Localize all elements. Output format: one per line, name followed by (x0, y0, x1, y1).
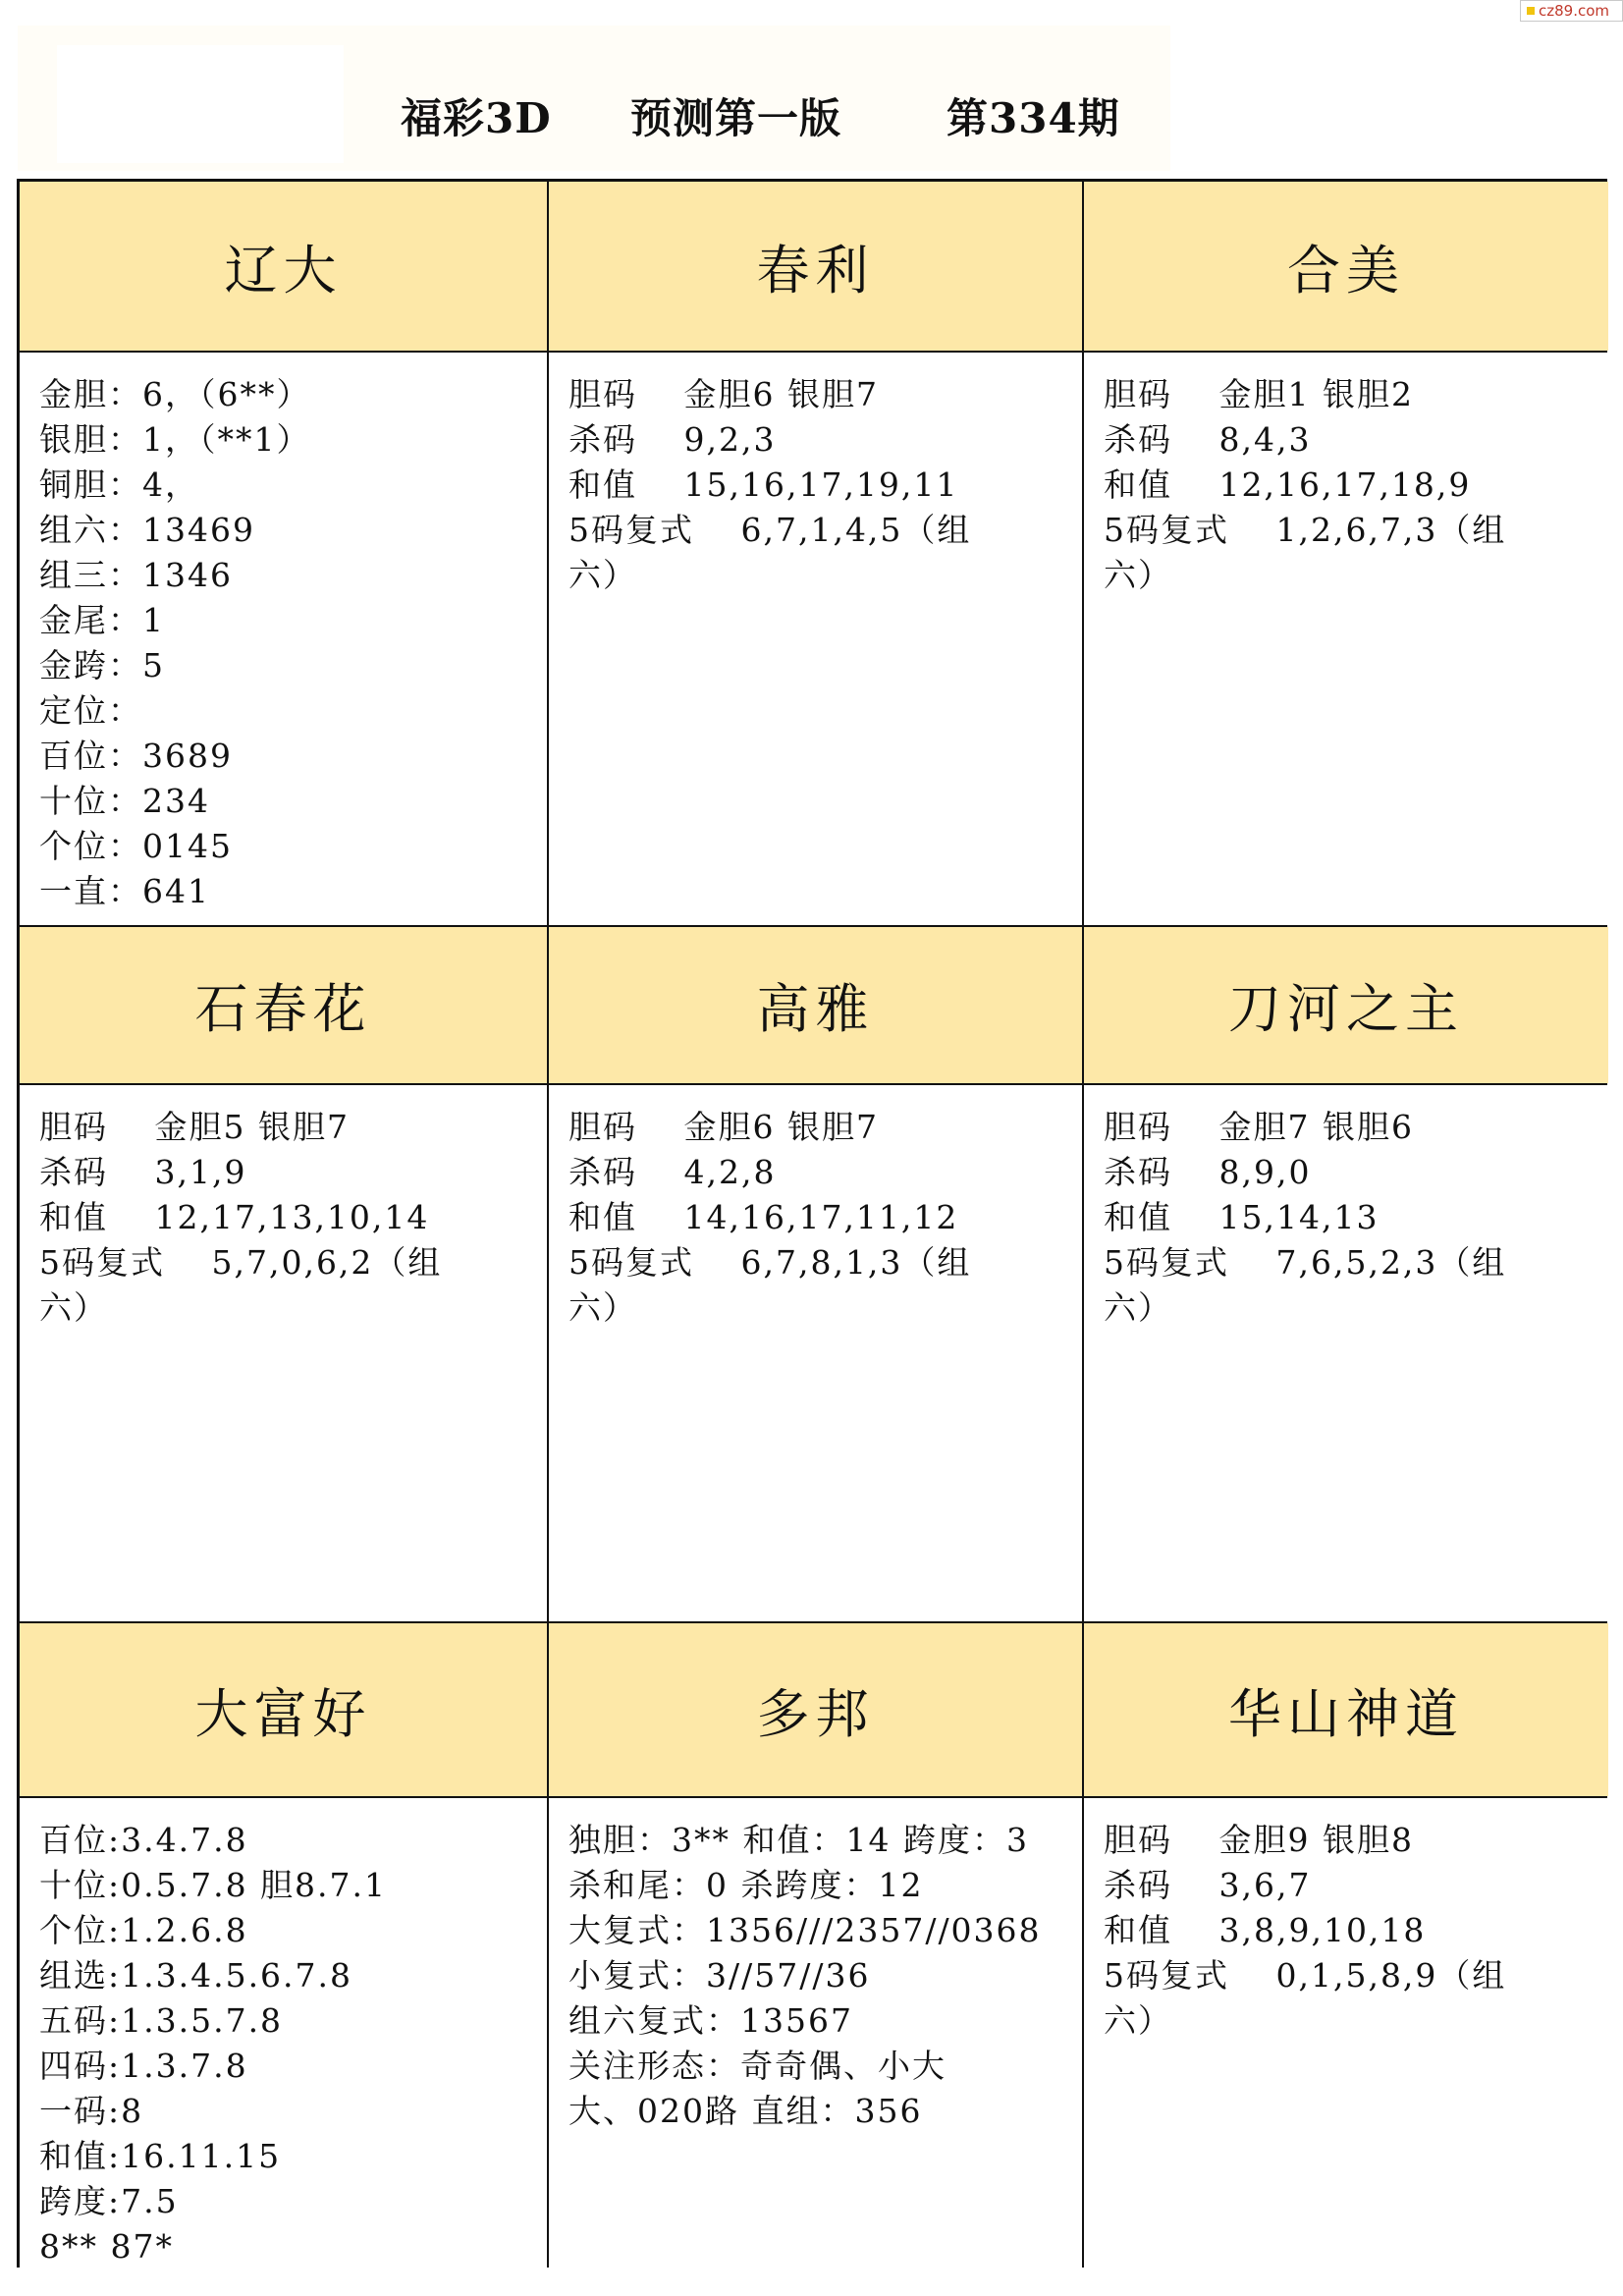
prediction-line: 和值 15,14,13 (1104, 1198, 1380, 1236)
prediction-line: 大、020路 直组：356 (568, 2092, 923, 2130)
prediction-line: 金胆：6，（6**） (39, 375, 311, 413)
expert-prediction (549, 353, 1082, 925)
prediction-line: 一直：641 (39, 872, 210, 910)
prediction-line: 杀和尾：0 杀跨度：12 (568, 1866, 924, 1904)
expert-prediction (549, 1085, 1082, 1621)
prediction-line: 六） (568, 1288, 637, 1327)
expert-name: 高雅 (549, 927, 1082, 1083)
expert-name: 辽大 (20, 182, 547, 351)
prediction-line: 胆码 金胆9 银胆8 (1104, 1821, 1414, 1859)
prediction-line: 杀码 4,2,8 (568, 1153, 777, 1191)
prediction-line: 杀码 3,6,7 (1104, 1866, 1312, 1904)
prediction-line: 十位:0.5.7.8 胆8.7.1 (39, 1866, 388, 1904)
prediction-line: 四码:1.3.7.8 (39, 2047, 248, 2085)
expert-prediction (1084, 1085, 1608, 1621)
issue-title: 第334期 (947, 94, 1120, 142)
prediction-line: 定位： (39, 691, 142, 730)
prediction-line: 六） (1104, 556, 1172, 594)
expert-prediction (20, 353, 547, 925)
watermark-text: cz89.com (1539, 2, 1610, 20)
prediction-line: 百位：3689 (39, 737, 233, 775)
header-blank-left (57, 45, 344, 163)
edition-title: 预测第一版 (630, 94, 842, 142)
expert-name: 大富好 (20, 1623, 547, 1796)
prediction-line: 一码:8 (39, 2092, 144, 2130)
prediction-line: 十位：234 (39, 782, 210, 820)
prediction-line: 8** 87* (39, 2227, 174, 2266)
prediction-line: 六） (1104, 1288, 1172, 1327)
prediction-line: 胆码 金胆7 银胆6 (1104, 1108, 1414, 1146)
prediction-line: 5码复式 0,1,5,8,9（组 (1104, 1956, 1507, 1995)
prediction-line: 百位:3.4.7.8 (39, 1821, 248, 1859)
site-watermark (1520, 0, 1623, 22)
prediction-line: 胆码 金胆5 银胆7 (39, 1108, 350, 1146)
prediction-line: 杀码 8,4,3 (1104, 420, 1312, 459)
expert-name: 多邦 (549, 1623, 1082, 1796)
expert-name: 华山神道 (1084, 1623, 1608, 1796)
prediction-line: 胆码 金胆6 银胆7 (568, 375, 879, 413)
prediction-line: 银胆：1，（**1） (39, 420, 311, 459)
prediction-line: 大复式：1356///2357//0368 (568, 1911, 1042, 1949)
prediction-line: 组六：13469 (39, 511, 255, 549)
expert-prediction (20, 1798, 547, 2279)
expert-name: 石春花 (20, 927, 547, 1083)
prediction-line: 个位:1.2.6.8 (39, 1911, 248, 1949)
prediction-line: 六） (39, 1288, 108, 1327)
prediction-line: 和值 14,16,17,11,12 (568, 1198, 959, 1236)
prediction-line: 五码:1.3.5.7.8 (39, 2001, 284, 2040)
prediction-line: 组选:1.3.4.5.6.7.8 (39, 1956, 353, 1995)
expert-name: 春利 (549, 182, 1082, 351)
expert-prediction (1084, 1798, 1608, 2279)
prediction-line: 金尾：1 (39, 601, 165, 639)
prediction-line: 和值 12,16,17,18,9 (1104, 465, 1472, 504)
expert-prediction (549, 1798, 1082, 2279)
prediction-line: 5码复式 7,6,5,2,3（组 (1104, 1243, 1507, 1282)
prediction-line: 跨度:7.5 (39, 2182, 179, 2220)
prediction-line: 六） (568, 556, 637, 594)
prediction-line: 独胆：3** 和值：14 跨度：3 (568, 1821, 1029, 1859)
expert-name: 刀河之主 (1084, 927, 1608, 1083)
prediction-line: 和值 3,8,9,10,18 (1104, 1911, 1427, 1949)
prediction-line: 六） (1104, 2001, 1172, 2040)
prediction-line: 5码复式 6,7,8,1,3（组 (568, 1243, 972, 1282)
prediction-line: 组三：1346 (39, 556, 233, 594)
prediction-line: 和值 15,16,17,19,11 (568, 465, 959, 504)
expert-prediction (1084, 353, 1608, 925)
expert-name: 合美 (1084, 182, 1608, 351)
prediction-line: 小复式：3//57//36 (568, 1956, 871, 1995)
header-blank-right (1170, 26, 1569, 171)
prediction-line: 个位：0145 (39, 827, 233, 865)
prediction-line: 杀码 3,1,9 (39, 1153, 247, 1191)
expert-prediction (20, 1085, 547, 1621)
prediction-line: 和值 12,17,13,10,14 (39, 1198, 430, 1236)
prediction-line: 组六复式：13567 (568, 2001, 853, 2040)
prediction-line: 胆码 金胆6 银胆7 (568, 1108, 879, 1146)
prediction-table (17, 179, 1607, 2268)
prediction-line: 胆码 金胆1 银胆2 (1104, 375, 1414, 413)
logo-icon (1527, 7, 1535, 15)
prediction-line: 5码复式 5,7,0,6,2（组 (39, 1243, 443, 1282)
prediction-line: 和值:16.11.15 (39, 2137, 282, 2175)
prediction-line: 铜胆：4， (39, 465, 199, 504)
prediction-line: 5码复式 1,2,6,7,3（组 (1104, 511, 1507, 549)
prediction-line: 金跨：5 (39, 646, 165, 684)
prediction-line: 关注形态：奇奇偶、小大 (568, 2047, 947, 2085)
lottery-title: 福彩3D (401, 94, 552, 142)
prediction-line: 5码复式 6,7,1,4,5（组 (568, 511, 972, 549)
prediction-line: 杀码 8,9,0 (1104, 1153, 1312, 1191)
prediction-line: 杀码 9,2,3 (568, 420, 777, 459)
